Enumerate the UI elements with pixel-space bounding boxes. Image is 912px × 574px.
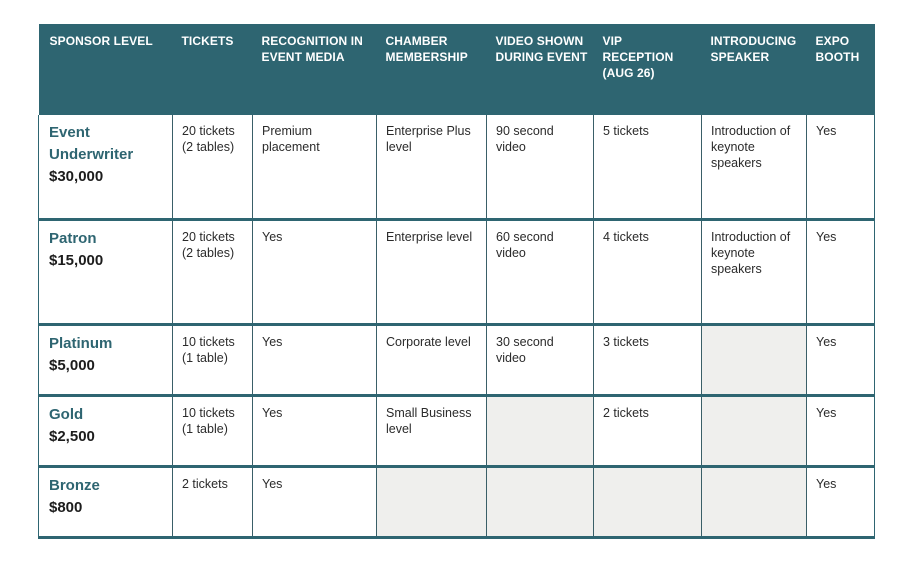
- header-tickets: TICKETS: [173, 24, 253, 115]
- vip-value: 3 tickets: [603, 334, 649, 349]
- table-row: [39, 115, 875, 219]
- table-row: [39, 466, 875, 537]
- video-cell-empty: [487, 395, 594, 466]
- expo-cell: [807, 219, 875, 324]
- header-video: VIDEO SHOWN DURING EVENT: [487, 24, 594, 115]
- tickets-cell: [173, 466, 253, 537]
- speaker-value: Introduction of keynote speakers: [711, 124, 791, 170]
- table-row: [39, 324, 875, 395]
- tickets-value: 2 tickets: [182, 476, 228, 491]
- vip-cell: [594, 219, 702, 324]
- recognition-cell: [253, 466, 377, 537]
- membership-value: Enterprise level: [386, 229, 473, 244]
- header-vip-reception: VIP RECEPTION (AUG 26): [594, 24, 702, 115]
- expo-value: Yes: [816, 476, 837, 491]
- table-row: [39, 219, 875, 324]
- vip-cell-empty: [594, 466, 702, 537]
- video-value: 90 second video: [496, 124, 554, 154]
- expo-value: Yes: [816, 334, 837, 349]
- header-chamber-membership: CHAMBER MEMBERSHIP: [377, 24, 487, 115]
- tickets-value: 20 tickets (2 tables): [182, 229, 235, 260]
- tickets-cell: [173, 115, 253, 219]
- speaker-cell-empty: [702, 395, 807, 466]
- expo-value: Yes: [816, 229, 837, 244]
- tickets-value: 20 tickets (2 tables): [182, 124, 235, 154]
- sponsor-level-price: $30,000: [49, 168, 104, 185]
- vip-value: 4 tickets: [603, 229, 649, 244]
- tickets-value: 10 tickets (1 table): [182, 334, 235, 365]
- header-introducing-speaker: INTRODUCING SPEAKER: [702, 24, 807, 115]
- sponsor-level-price: $2,500: [49, 427, 95, 445]
- sponsor-level-cell: [39, 219, 173, 324]
- recognition-cell: [253, 115, 377, 219]
- sponsorship-table-container: [38, 24, 874, 539]
- speaker-cell: [702, 219, 807, 324]
- table-body: [39, 115, 875, 537]
- recognition-value: Yes: [262, 405, 283, 420]
- video-cell-empty: [487, 466, 594, 537]
- recognition-value: Yes: [262, 334, 283, 349]
- membership-cell-empty: [377, 466, 487, 537]
- expo-cell: [807, 324, 875, 395]
- membership-cell: [377, 324, 487, 395]
- expo-cell: [807, 115, 875, 219]
- recognition-cell: [253, 219, 377, 324]
- recognition-cell: [253, 324, 377, 395]
- membership-cell: [377, 395, 487, 466]
- sponsor-level-cell: [39, 324, 173, 395]
- tickets-cell: [173, 219, 253, 324]
- expo-cell: [807, 466, 875, 537]
- tickets-cell: [173, 324, 253, 395]
- sponsor-level-price: $5,000: [49, 356, 95, 374]
- membership-value: Corporate level: [386, 334, 471, 349]
- vip-value: 5 tickets: [603, 124, 649, 138]
- vip-cell: [594, 324, 702, 395]
- expo-value: Yes: [816, 124, 837, 138]
- sponsor-level-cell: [39, 466, 173, 537]
- sponsor-level-price: $800: [49, 498, 83, 516]
- recognition-value: Premium placement: [262, 124, 320, 154]
- video-cell: [487, 219, 594, 324]
- speaker-value: Introduction of keynote speakers: [711, 229, 791, 276]
- recognition-value: Yes: [262, 229, 283, 244]
- header-row: [39, 24, 875, 115]
- sponsor-level-name: Event Underwriter: [49, 124, 134, 163]
- video-value: 30 second video: [496, 334, 554, 365]
- sponsor-level-name: Patron: [49, 229, 97, 247]
- sponsor-level-cell: [39, 395, 173, 466]
- vip-cell: [594, 395, 702, 466]
- header-expo-booth: EXPO BOOTH: [807, 24, 875, 115]
- membership-cell: [377, 115, 487, 219]
- sponsor-level-price: $15,000: [49, 251, 104, 269]
- membership-cell: [377, 219, 487, 324]
- vip-value: 2 tickets: [603, 405, 649, 420]
- video-cell: [487, 324, 594, 395]
- speaker-cell: [702, 115, 807, 219]
- video-cell: [487, 115, 594, 219]
- vip-cell: [594, 115, 702, 219]
- sponsor-level-name: Bronze: [49, 476, 100, 494]
- header-recognition: RECOGNITION IN EVENT MEDIA: [253, 24, 377, 115]
- recognition-cell: [253, 395, 377, 466]
- table-row: [39, 395, 875, 466]
- sponsor-level-name: Platinum: [49, 334, 113, 352]
- header-sponsor-level: SPONSOR LEVEL: [39, 24, 173, 115]
- sponsorship-levels-table: [38, 24, 875, 539]
- sponsor-level-cell: [39, 115, 173, 219]
- expo-value: Yes: [816, 405, 837, 420]
- expo-cell: [807, 395, 875, 466]
- tickets-cell: [173, 395, 253, 466]
- sponsor-level-name: Gold: [49, 405, 84, 423]
- speaker-cell-empty: [702, 466, 807, 537]
- video-value: 60 second video: [496, 229, 554, 260]
- membership-value: Enterprise Plus level: [386, 124, 471, 154]
- membership-value: Small Business level: [386, 405, 472, 436]
- recognition-value: Yes: [262, 476, 283, 491]
- tickets-value: 10 tickets (1 table): [182, 405, 235, 436]
- table-header: [39, 24, 875, 115]
- speaker-cell-empty: [702, 324, 807, 395]
